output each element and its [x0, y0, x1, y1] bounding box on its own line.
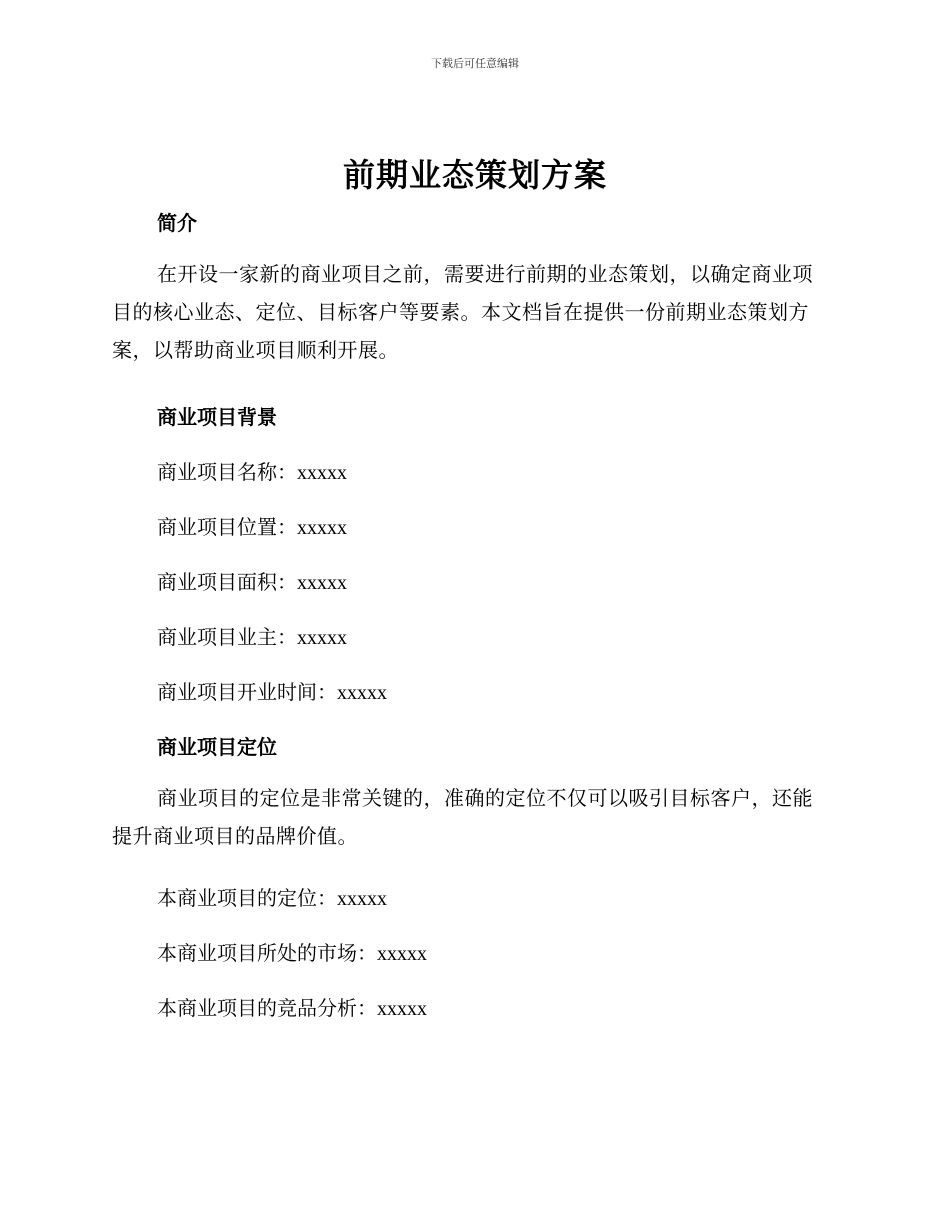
background-item-area [157, 566, 347, 595]
background-item-owner [157, 621, 347, 650]
background-item-location [157, 511, 347, 540]
background-item-opening-time [157, 676, 387, 705]
positioning-item-competitor-analysis [157, 992, 427, 1021]
field-label: 商业项目位置： [157, 515, 297, 539]
header-note: 下载后可任意编辑 [431, 57, 519, 70]
field-value: xxxxx [297, 517, 347, 539]
field-value: xxxxx [337, 682, 387, 704]
field-value: xxxxx [297, 627, 347, 649]
field-label: 本商业项目所处的市场： [157, 941, 377, 965]
field-label: 商业项目开业时间： [157, 680, 337, 704]
field-value: xxxxx [297, 462, 347, 484]
positioning-heading: 商业项目定位 [157, 735, 277, 759]
field-label: 本商业项目的竞品分析： [157, 996, 377, 1020]
document-title: 前期业态策划方案 [342, 156, 607, 194]
positioning-item-definition [157, 882, 387, 911]
background-heading: 商业项目背景 [157, 405, 277, 429]
intro-heading: 简介 [157, 211, 197, 235]
field-label: 商业项目业主： [157, 625, 297, 649]
field-value: xxxxx [377, 943, 427, 965]
positioning-paragraph: 商业项目的定位是非常关键的，准确的定位不仅可以吸引目标客户，还能提升商业项目的品牌价值。 [112, 786, 813, 848]
field-value: xxxxx [337, 888, 387, 910]
field-label: 本商业项目的定位： [157, 886, 337, 910]
field-label: 商业项目面积： [157, 570, 297, 594]
field-value: xxxxx [377, 998, 427, 1020]
field-value: xxxxx [297, 572, 347, 594]
intro-paragraph: 在开设一家新的商业项目之前，需要进行前期的业态策划，以确定商业项目的核心业态、定位、目标客户等要素。本文档旨在提供一份前期业态策划方案，以帮助商业项目顺利开展。 [112, 262, 813, 362]
positioning-item-market [157, 937, 427, 966]
background-item-name [157, 456, 347, 485]
field-label: 商业项目名称： [157, 460, 297, 484]
